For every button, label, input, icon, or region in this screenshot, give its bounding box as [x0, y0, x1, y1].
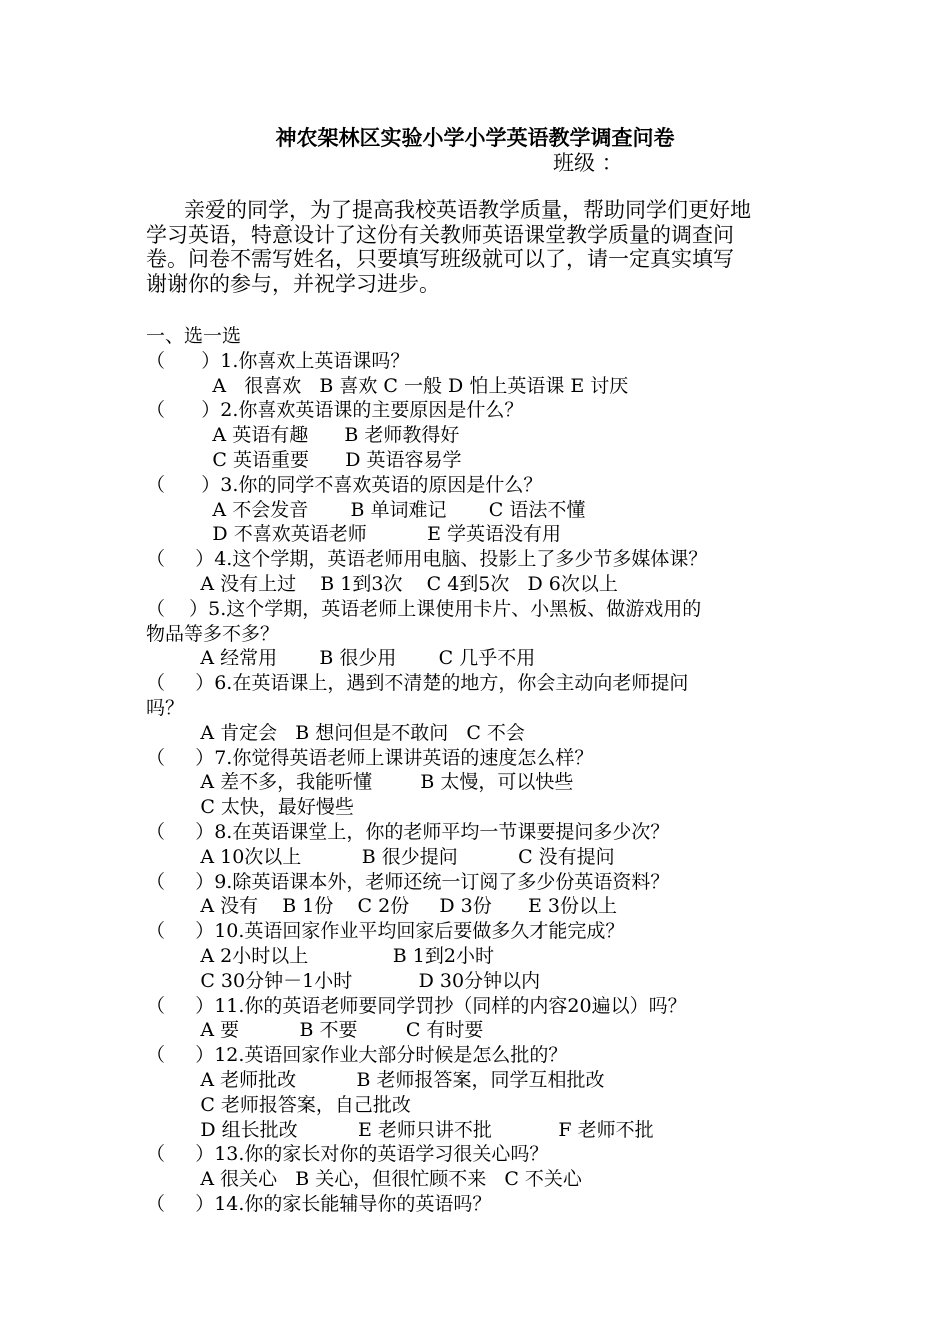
page-title: 神农架林区实验小学小学英语教学调查问卷	[275, 125, 675, 150]
question-line: A 2小时以上 B 1到2小时	[146, 944, 494, 967]
question-line: 吗？	[146, 696, 185, 719]
question-line: （ ）14.你的家长能辅导你的英语吗？	[146, 1192, 492, 1215]
question-line: （ ）3.你的同学不喜欢英语的原因是什么？	[146, 473, 543, 496]
intro-line: 谢谢你的参与，并祝学习进步。	[146, 271, 440, 296]
question-line: （ ）9.除英语课本外，老师还统一订阅了多少份英语资料？	[146, 870, 670, 893]
question-line: C 英语重要 D 英语容易学	[146, 448, 462, 471]
question-line: D 组长批改 E 老师只讲不批 F 老师不批	[146, 1118, 654, 1141]
question-line: （ ）1.你喜欢上英语课吗？	[146, 349, 410, 372]
question-line: A 老师批改 B 老师报答案，同学互相批改	[146, 1068, 605, 1091]
question-line: （ ）2.你喜欢英语课的主要原因是什么？	[146, 399, 524, 422]
question-line: （ ）4.这个学期，英语老师用电脑、投影上了多少节多媒体课？	[146, 548, 708, 571]
intro-paragraph	[146, 198, 826, 296]
question-line: A 肯定会 B 想问但是不敢问 C 不会	[146, 721, 525, 744]
question-list	[146, 324, 846, 1217]
question-line: A 10次以上 B 很少提问 C 没有提问	[146, 845, 615, 868]
class-label: 班级 ：	[553, 151, 623, 175]
question-line: C 太快，最好慢些	[146, 796, 354, 819]
question-line: （ ）5.这个学期，英语老师上课使用卡片、小黑板、做游戏用的	[146, 597, 702, 620]
question-line: D 不喜欢英语老师 E 学英语没有用	[146, 523, 562, 546]
question-line: A 没有上过 B 1到3次 C 4到5次 D 6次以上	[146, 572, 618, 595]
intro-line: 学习英语，特意设计了这份有关教师英语课堂教学质量的调查问	[146, 222, 734, 247]
intro-line: 卷。问卷不需写姓名，只要填写班级就可以了，请一定真实填写	[146, 247, 734, 271]
question-line: 物品等多不多？	[146, 622, 280, 645]
question-line: A 差不多，我能听懂 B 太慢，可以快些	[146, 771, 574, 794]
question-line: （ ）12.英语回家作业大部分时候是怎么批的？	[146, 1044, 568, 1067]
question-line: （ ）10.英语回家作业平均回家后要做多久才能完成？	[146, 920, 625, 943]
question-line: （ ）8.在英语课堂上，你的老师平均一节课要提问多少次？	[146, 820, 670, 843]
question-line: A 不会发音 B 单词难记 C 语法不懂	[146, 498, 586, 521]
question-line: A 经常用 B 很少用 C 几乎不用	[146, 647, 536, 670]
question-line: （ ）6.在英语课上，遇到不清楚的地方，你会主动向老师提问	[146, 672, 689, 695]
section-heading: 一、选一选	[146, 325, 242, 347]
question-line: A 很喜欢 B 喜欢 C 一般 D 怕上英语课 E 讨厌	[146, 374, 629, 397]
question-line: A 没有 B 1份 C 2份 D 3份 E 3份以上	[146, 895, 617, 918]
question-line: C 30分钟－1小时 D 30分钟以内	[146, 969, 541, 992]
question-line: C 老师报答案，自己批改	[146, 1093, 411, 1116]
question-line: A 很关心 B 关心，但很忙顾不来 C 不关心	[146, 1168, 582, 1191]
question-line: （ ）11.你的英语老师要同学罚抄（同样的内容20遍以）吗？	[146, 994, 687, 1017]
intro-line: 亲爱的同学，为了提高我校英语教学质量，帮助同学们更好地	[184, 198, 751, 222]
question-line: （ ）7.你觉得英语老师上课讲英语的速度怎么样？	[146, 746, 594, 769]
question-line: （ ）13.你的家长对你的英语学习很关心吗？	[146, 1143, 549, 1166]
question-line: A 英语有趣 B 老师教得好	[146, 424, 460, 447]
question-line: A 要 B 不要 C 有时要	[146, 1019, 484, 1042]
